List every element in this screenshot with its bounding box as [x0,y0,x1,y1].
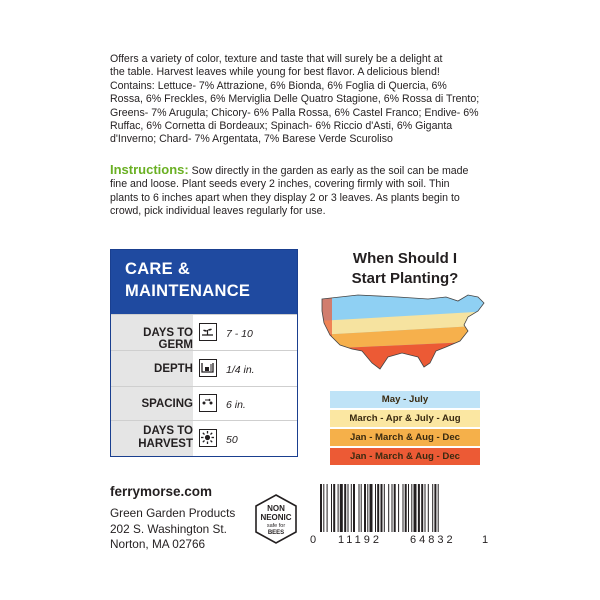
barcode-bar [418,484,420,532]
barcode-bar [432,484,433,532]
care-value: 7 - 10 [226,328,253,340]
legend-label: May - July [381,394,429,405]
barcode-bar [375,484,376,532]
care-value: 50 [226,434,238,446]
barcode-bar [398,484,399,532]
website-link[interactable]: ferrymorse.com [110,484,213,499]
barcode-bar [367,484,368,532]
legend-label: March - Apr & July - Aug [349,413,461,424]
barcode-bar [331,484,332,532]
barcode-digit: 1 [482,534,489,546]
non-neonic-badge-icon [254,494,298,544]
barcode-bar [344,484,346,532]
depth-icon [199,359,217,377]
barcode-bar [394,484,396,532]
description-line: Contains: Lettuce- 7% Attrazione, 6% Bionda, 6% Foglia di Quercia, 6% [110,79,447,92]
company-name: Green Garden Products [110,506,236,520]
description-line: d'Inverno; Chard- 7% Argentata, 7% Barese Verde Scuroliso [110,133,393,146]
barcode-bar [405,484,407,532]
care-title-line: CARE & [125,260,191,278]
care-value: 6 in. [226,399,246,411]
instructions-label: Instructions: [110,162,189,177]
barcode-bar [370,484,373,532]
barcode-bar [434,484,436,532]
sun-icon [199,429,217,447]
barcode-bar [392,484,393,532]
planting-title [320,249,490,289]
care-title-line: MAINTENANCE [125,282,251,300]
us-planting-zone-map [318,291,492,373]
care-label: DEPTH [154,363,193,375]
spacing-icon [199,394,217,412]
description-line: Ruffac, 6% Cornetta di Bordeaux; Spinach- 6% Riccio d'Asti, 6% Giganta [110,120,453,133]
planting-title-line: Start Planting? [351,270,459,287]
germination-icon [199,323,217,341]
company-street: 202 S. Washington St. [110,521,227,536]
care-panel [110,249,298,457]
legend-item [330,448,480,465]
instructions [110,163,495,219]
care-row-germ [111,314,297,351]
barcode-bar [320,484,322,532]
barcode-bar [377,484,379,532]
description-line: Offers a variety of color, texture and taste that will surely be a delight at [110,53,443,65]
barcode-bar [384,484,385,532]
instructions-text: Sow directly in the garden as early as the soil can be made [188,165,469,177]
barcode-bar [338,484,339,532]
care-label-line: DAYS TO [143,425,193,437]
instructions-first-line [110,163,495,178]
barcode-bar [411,484,412,532]
barcode-bar [403,484,404,532]
instructions-line: crowd, pick individual leaves regularly for use. [110,205,326,218]
legend-item [330,410,480,427]
barcode-bar [364,484,366,532]
care-row-depth [111,350,297,387]
barcode-bar [421,484,423,532]
barcode-bar [414,484,417,532]
description-line: the table. Harvest leaves while young for best flavor. A delicious blend! [110,66,440,79]
badge-line: NEONIC [260,513,292,522]
barcode-bar [359,484,360,532]
instructions-line: plants to 6 inches apart when they display 2 or 3 leaves. As plants begin to [110,191,460,204]
barcode-bar [408,484,409,532]
legend-label: Jan - March & Aug - Dec [350,451,460,462]
legend-label: Jan - March & Aug - Dec [350,432,460,443]
planting-title-line: When Should I [352,250,458,267]
barcode-bar [333,484,335,532]
barcode-bar [381,484,383,532]
company-city: Norton, MA 02766 [110,537,206,551]
barcode-bars [310,482,490,542]
care-row-harvest [111,420,297,457]
barcode-bar [361,484,362,532]
barcode-bar [353,484,355,532]
legend-item [330,429,480,446]
barcode-bar [351,484,352,532]
care-title [111,250,297,314]
barcode-digits: 64832 [410,534,456,546]
description-line: Rossa, 6% Freckles, 6% Merviglia Delle Quatro Stagione, 6% Rossa di Trento; [110,93,480,106]
barcode-bar [348,484,349,532]
barcode-digits: 11192 [338,534,382,546]
barcode-bar [323,484,324,532]
company-address [110,506,235,553]
instructions-line: fine and loose. Plant seeds every 2 inches, covering firmly with soil. Thin [110,178,450,191]
product-description [110,53,495,147]
barcode-bar [425,484,426,532]
care-value: 1/4 in. [226,364,255,376]
legend-item [330,391,480,408]
badge-line: safe for [266,523,286,529]
care-row-spacing [111,386,297,421]
barcode-bar [388,484,389,532]
barcode-bar [438,484,439,532]
care-label-harvest [138,425,193,451]
barcode-bar [327,484,328,532]
barcode [310,482,490,554]
badge-line: NON [267,504,285,513]
description-line: Greens- 7% Arugula; Chicory- 6% Palla Rossa, 6% Castel Franco; Endive- 6% [110,106,479,119]
badge-line: BEES [267,530,285,536]
barcode-bar [340,484,343,532]
barcode-bar [428,484,429,532]
care-label: DAYS TO GERM [143,327,193,351]
barcode-digit: 0 [310,534,317,546]
care-label: SPACING [141,398,193,410]
care-label-line: HARVEST [138,438,193,450]
